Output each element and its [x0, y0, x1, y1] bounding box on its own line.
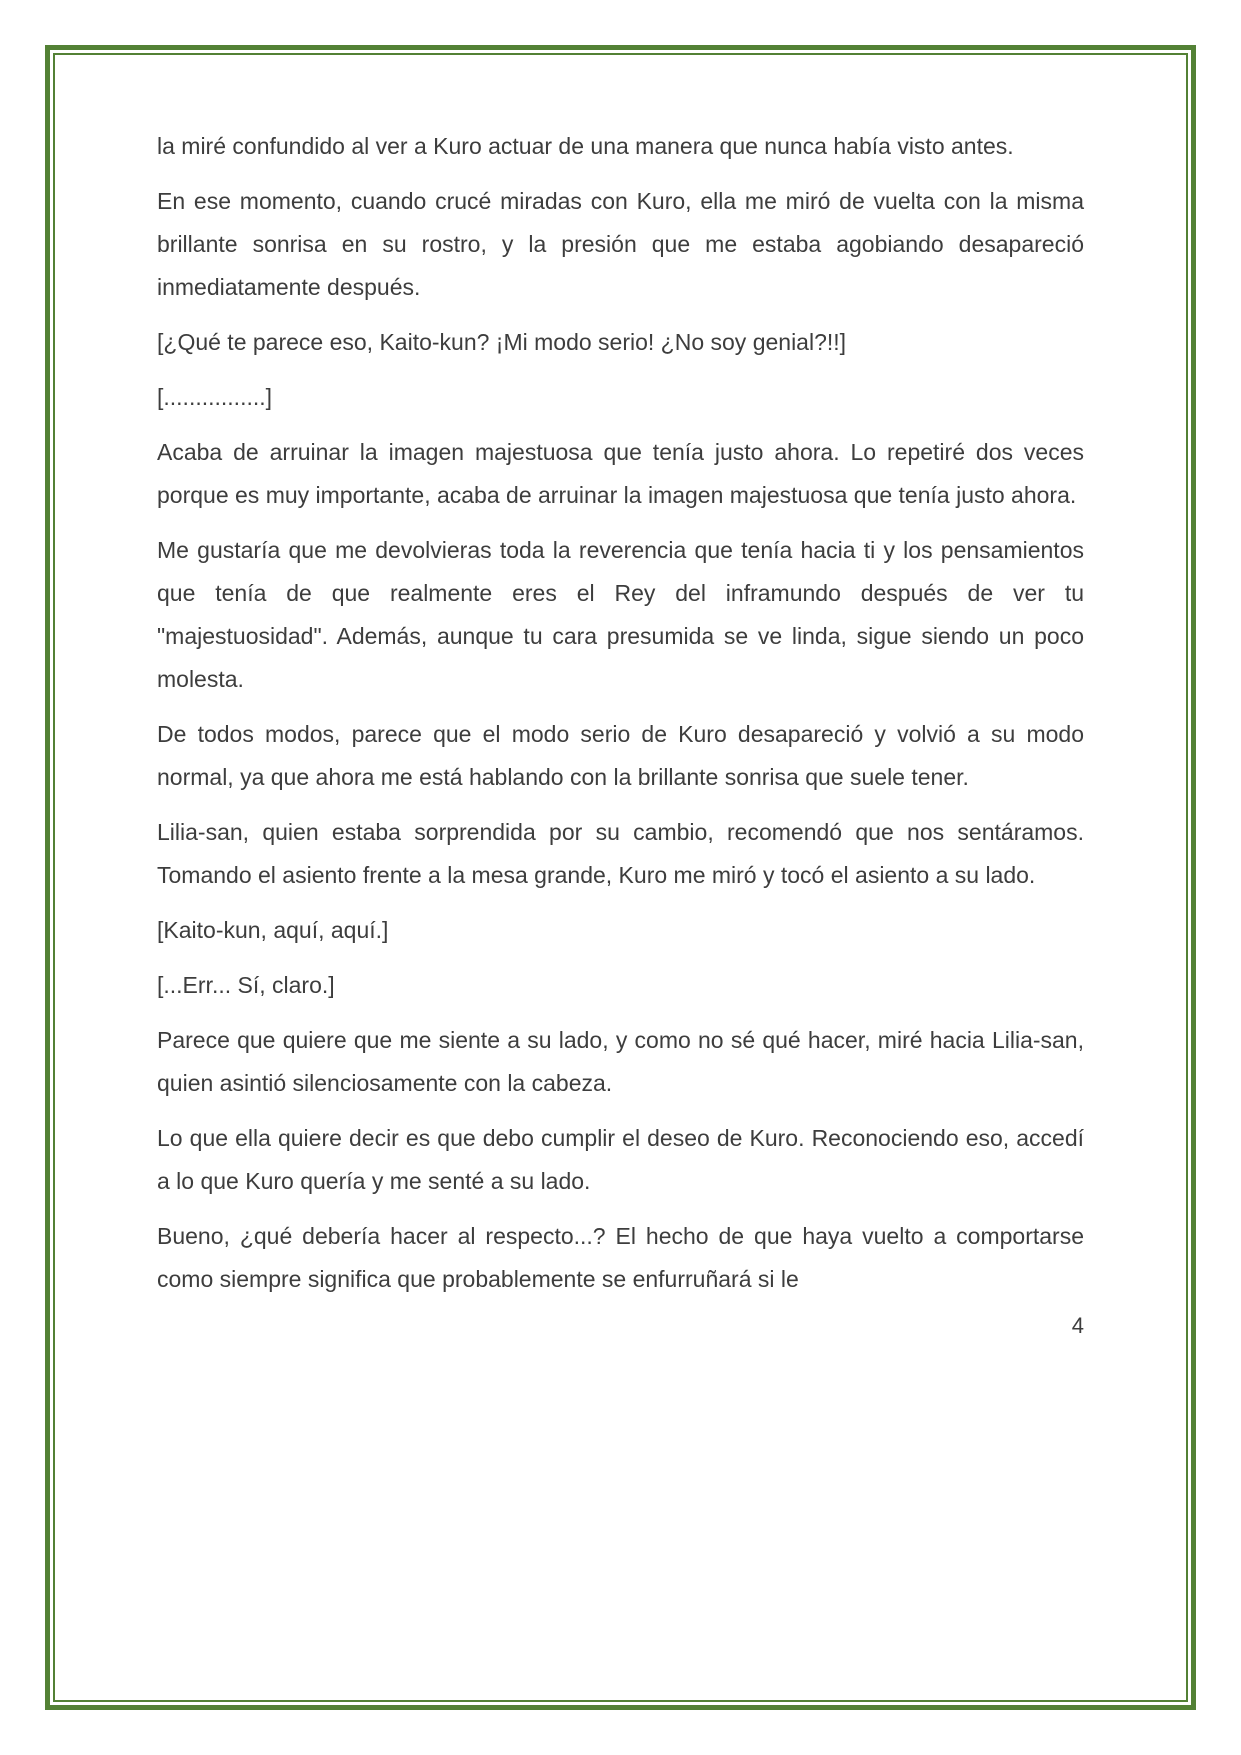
paragraph: Lilia-san, quien estaba sorprendida por su cambio, recomendó que nos sentáramos. Tomando el asiento frente a la mesa grande, Kuro me miró y tocó el asiento a su lado. — [157, 819, 1084, 888]
page-border-inner-line — [53, 53, 1188, 1702]
paragraph: De todos modos, parece que el modo serio de Kuro desapareció y volvió a su modo normal, ya que ahora me está hablando con la brillante sonrisa que suele tener. — [157, 721, 1084, 790]
paragraph: Lo que ella quiere decir es que debo cumplir el deseo de Kuro. Reconociendo eso, accedí a lo que Kuro quería y me senté a su lado. — [157, 1125, 1084, 1194]
paragraph: [¿Qué te parece eso, Kaito-kun? ¡Mi modo serio! ¿No soy genial?!!] — [157, 329, 847, 355]
paragraph: Bueno, ¿qué debería hacer al respecto...? El hecho de que haya vuelto a comportarse como siempre significa que probablemente se enfurruñará si le — [157, 1223, 1084, 1292]
page-number: 4 — [1071, 1313, 1084, 1338]
paragraph: Parece que quiere que me siente a su lado, y como no sé qué hacer, miré hacia Lilia-san, quien asintió silenciosamente con la cabeza. — [157, 1027, 1084, 1096]
paragraph: [Kaito-kun, aquí, aquí.] — [157, 917, 389, 943]
paragraph: Acaba de arruinar la imagen majestuosa que tenía justo ahora. Lo repetiré dos veces porque es muy importante, acaba de arruinar la imagen majestuosa que tenía justo ahora. — [157, 439, 1084, 508]
paragraph: [...Err... Sí, claro.] — [157, 972, 335, 998]
paragraph: [................] — [157, 384, 273, 410]
paragraph: la miré confundido al ver a Kuro actuar de una manera que nunca había visto antes. — [157, 133, 1014, 159]
page-border-frame — [45, 45, 1196, 1710]
paragraph: Me gustaría que me devolvieras toda la reverencia que tenía hacia ti y los pensamientos que tenía de que realmente eres el Rey del inframundo después de ver tu "majestuosidad". Además, aunque tu cara presumida se ve linda, sigue siendo un poco molesta. — [157, 537, 1084, 692]
paragraph: En ese momento, cuando crucé miradas con Kuro, ella me miró de vuelta con la misma brillante sonrisa en su rostro, y la presión que me estaba agobiando desapareció inmediatamente después. — [157, 188, 1084, 300]
document-body — [157, 125, 1084, 1301]
